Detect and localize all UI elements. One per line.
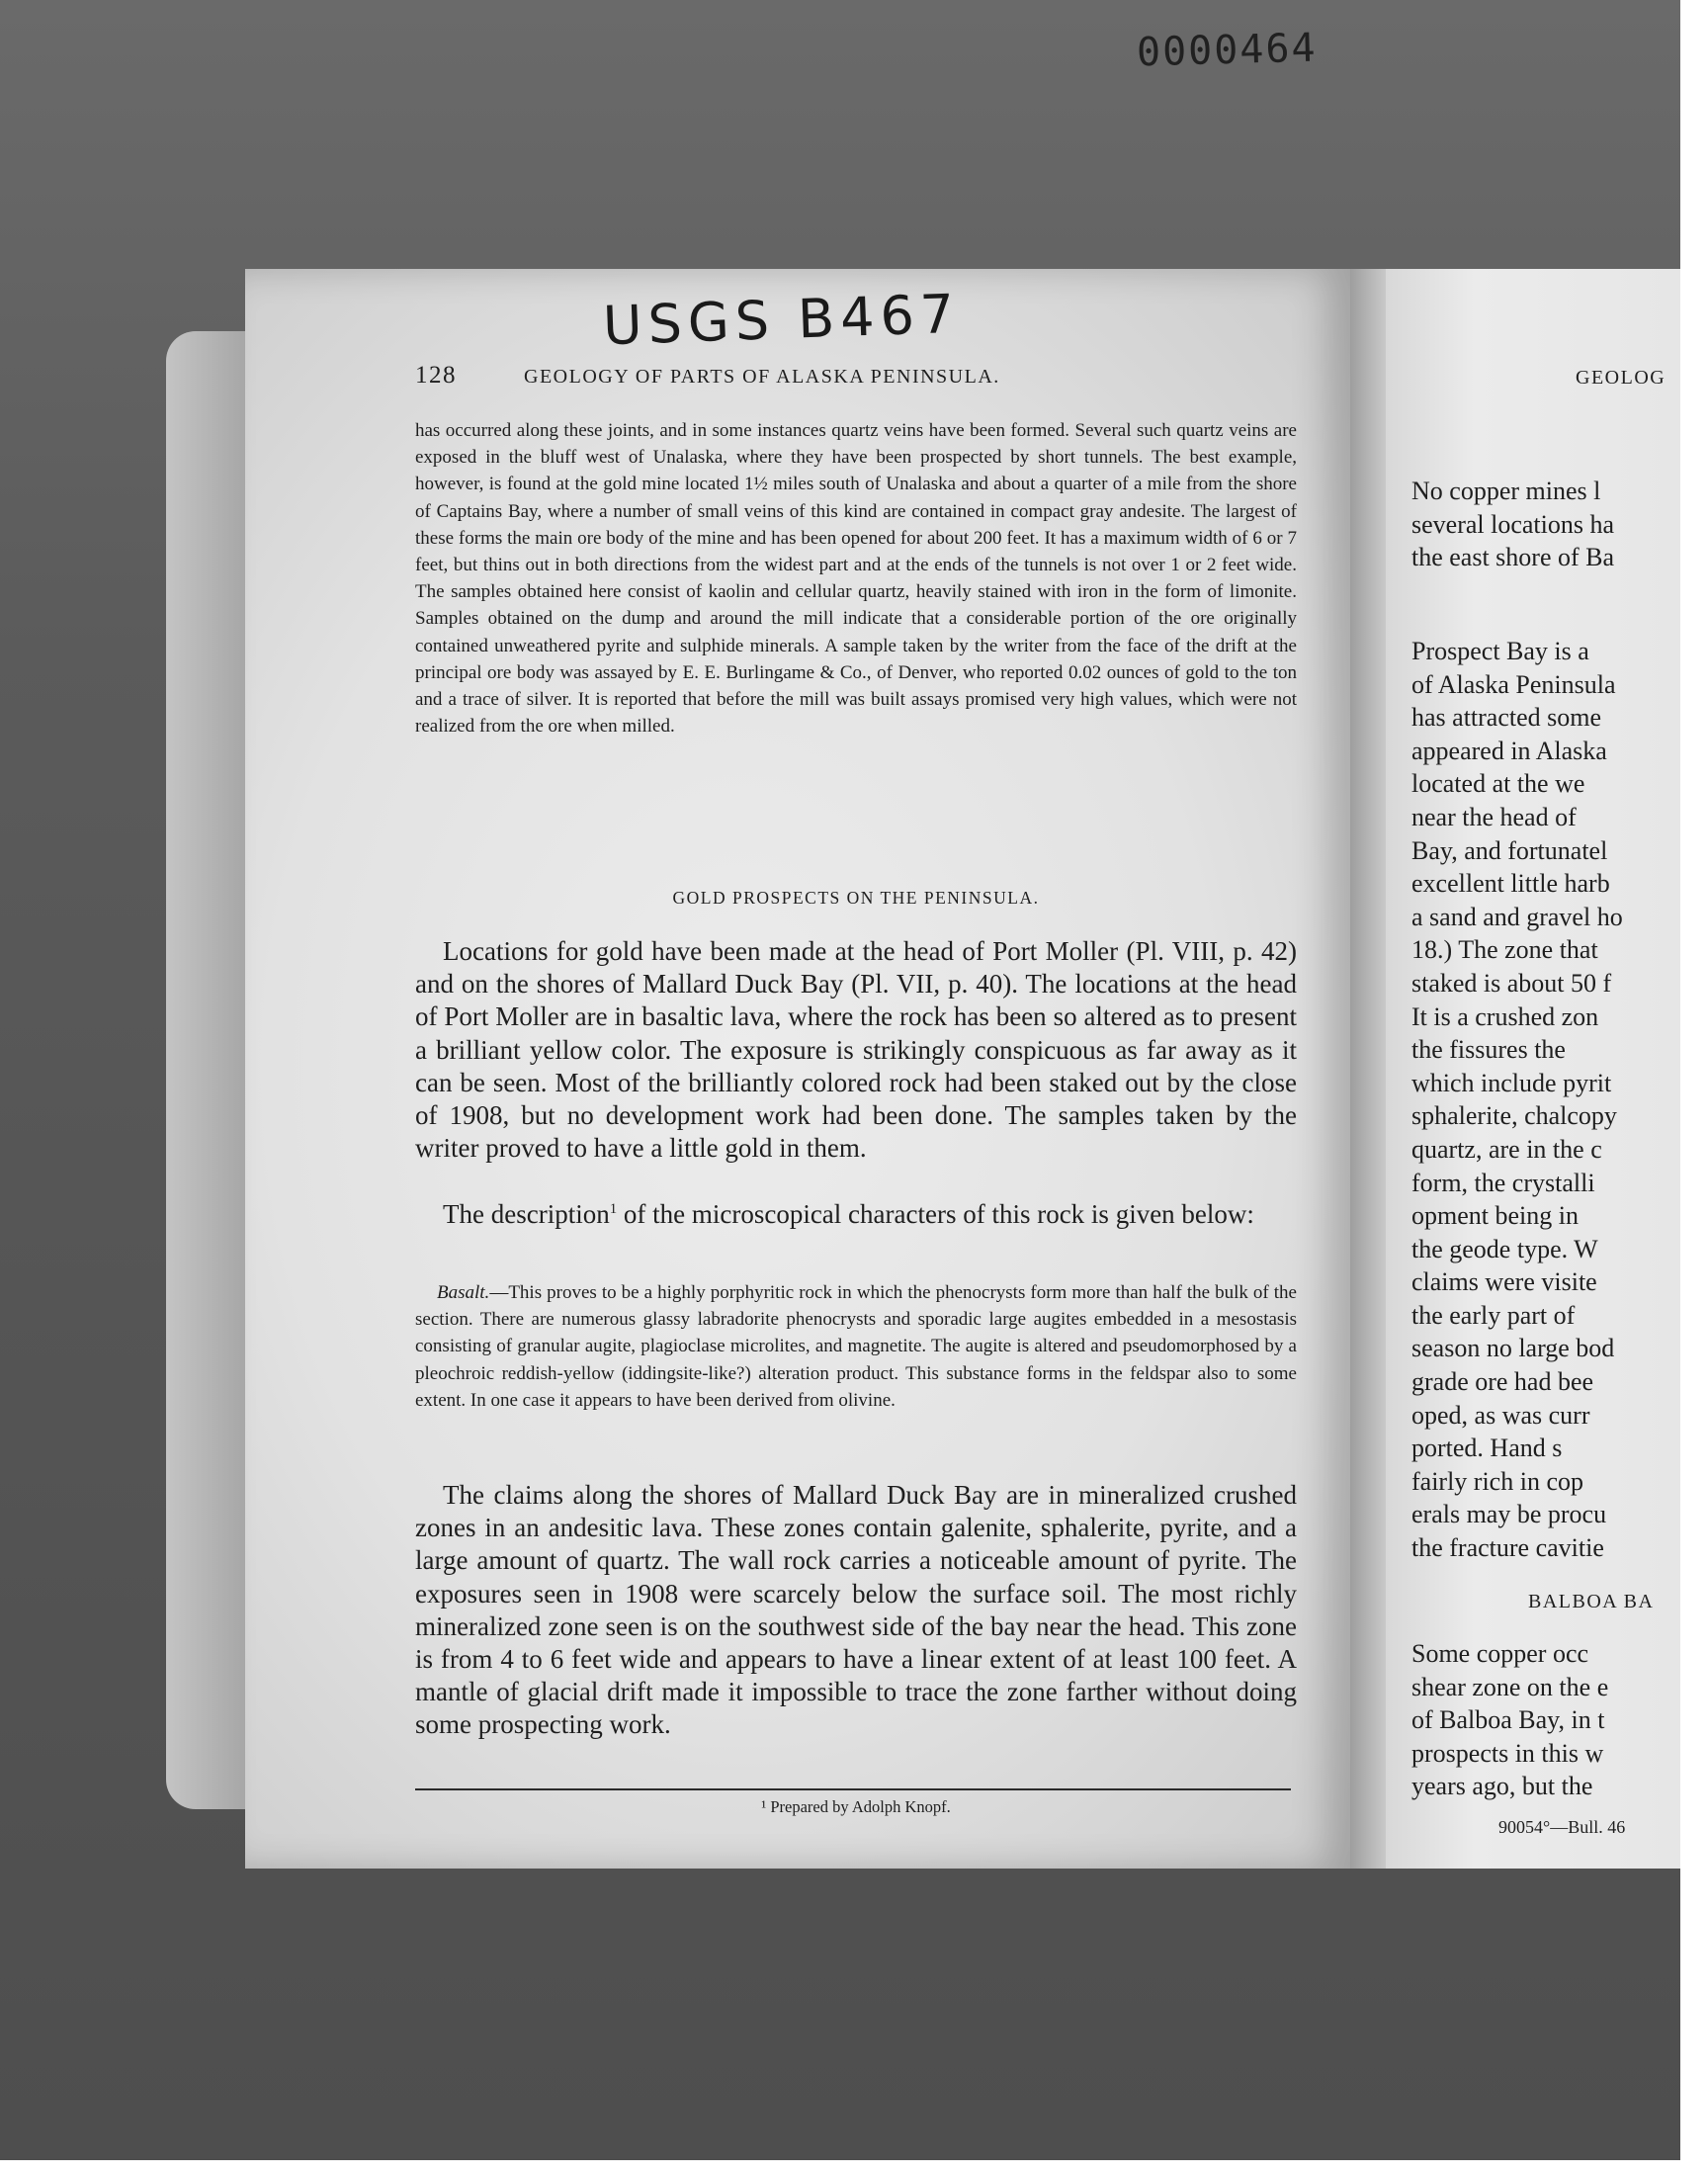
running-title: GEOLOGY OF PARTS OF ALASKA PENINSULA.: [524, 366, 1000, 388]
footnote-mark: 1: [609, 1201, 618, 1217]
right-line: near the head of: [1411, 802, 1577, 831]
basalt-text: —This proves to be a highly porphyritic rock in which the phenocrysts form more than half the bulk of the section. There are numerous glassy labradorite phenocrysts and sporadic large augites embedded in a mesostasis consisting of granular augite, plagioclase microlites, and magnetite. The augite is altered and pseudomorphosed by a pleochroic reddish-yellow (iddingsite-like?) alteration product. This substance forms in the feldspar also to some extent. In one case it appears to have been derived from olivine.: [415, 1282, 1297, 1411]
right-line: It is a crushed zon: [1411, 1001, 1599, 1031]
right-line: No copper mines l: [1411, 477, 1601, 505]
paragraph-continued: has occurred along these joints, and in some instances quartz veins have been formed. Several such quartz veins are exposed in the bluff west of Unalaska, where they have been prospected by short tunnels. The best example, however, is found at the gold mine located 1½ miles south of Unalaska and about a quarter of a mile from the shore of Captains Bay, where a number of small veins of this kind are contained in compact gray andesite. The largest of these forms the main ore body of the mine and has been opened for about 200 feet. It has a maximum width of 6 or 7 feet, but thins out in both directions from the widest part and at the ends of the tunnels is not over 1 or 2 feet wide. The samples obtained here consist of kaolin and cellular quartz, heavily stained with iron in the form of limonite. Samples obtained on the dump and around the mill indicate that a considerable portion of the ore originally contained unweathered pyrite and sulphide minerals. A sample taken by the writer from the face of the drift at the principal ore body was assayed by E. E. Burlingame & Co., of Denver, who reported 0.02 ounces of gold to the ton and a trace of silver. It is reported that before the mill was built assays promised very high values, which were not realized from the ore when milled.: [415, 420, 1297, 738]
basalt-note: [415, 1279, 1297, 1414]
right-line: which include pyrit: [1411, 1068, 1612, 1097]
right-line: the fracture cavitie: [1411, 1533, 1604, 1563]
right-line: the fissures the: [1411, 1035, 1566, 1065]
section-heading: GOLD PROSPECTS ON THE PENINSULA.: [672, 888, 1040, 908]
right-line: 18.) The zone that: [1411, 935, 1598, 965]
right-line: Bay, and fortunatel: [1411, 835, 1608, 865]
paragraph-gold-locations: Locations for gold have been made at the head of Port Moller (Pl. VIII, p. 42) and on the shores of Mallard Duck Bay (Pl. VII, p. 40). The locations at the head of Port Moller are in basaltic lava, where the rock has been so altered as to present a brilliant yellow color. The exposure is strikingly conspicuous as far away as it can be seen. Most of the brilliantly colored rock had been staked out by the close of 1908, but no development work had been done. The samples taken by the writer proved to have a little gold in them.: [415, 936, 1297, 1164]
right-line: fairly rich in cop: [1411, 1466, 1583, 1496]
right-line: of Alaska Peninsula: [1411, 669, 1616, 699]
paragraph-description: [415, 1198, 1297, 1231]
right-line: grade ore had bee: [1411, 1367, 1594, 1397]
right-line: the east shore of Ba: [1411, 543, 1615, 572]
right-block-b: [1411, 635, 1708, 1565]
right-line: quartz, are in the c: [1411, 1134, 1602, 1164]
right-line: Some copper occ: [1411, 1639, 1589, 1668]
right-line: Prospect Bay is a: [1411, 637, 1589, 665]
paragraph-mallard-duck-bay: The claims along the shores of Mallard Duck Bay are in mineralized crushed zones in an andesitic lava. These zones contain galenite, sphalerite, pyrite, and a large amount of quartz. The wall rock carries a noticeable amount of pyrite. The exposures seen in 1908 were scarcely below the surface soil. The most richly mineralized zone seen is on the southwest side of the bay near the head. This zone is from 4 to 6 feet wide and appears to have a linear extent of at least 100 feet. A mantle of glacial drift made it impossible to trace the zone farther without doing some prospecting work.: [415, 1480, 1297, 1740]
right-running-head: GEOLOG: [1576, 367, 1666, 389]
right-line: several locations ha: [1411, 509, 1615, 539]
right-line: excellent little harb: [1411, 869, 1610, 899]
description-text-b: of the microscopical characters of this rock is given below:: [617, 1199, 1254, 1229]
right-line: appeared in Alaska: [1411, 736, 1607, 765]
basalt-label: Basalt.: [437, 1282, 490, 1303]
book-gutter: [1350, 269, 1386, 1869]
description-text-a: The description: [443, 1199, 610, 1229]
right-line: form, the crystalli: [1411, 1168, 1595, 1197]
right-line: years ago, but the: [1411, 1772, 1593, 1801]
right-block-c: [1411, 1637, 1708, 1803]
right-block-a: [1411, 475, 1708, 574]
right-bottom-note: 90054°—Bull. 46: [1498, 1817, 1626, 1837]
right-line: opment being in: [1411, 1201, 1579, 1231]
running-head: [415, 362, 1295, 390]
right-section-heading: BALBOA BA: [1528, 1591, 1655, 1612]
page-number: 128: [415, 362, 457, 389]
handwritten-label: USGS B467: [602, 282, 962, 358]
right-line: a sand and gravel ho: [1411, 902, 1623, 931]
right-line: the geode type. W: [1411, 1234, 1598, 1263]
right-line: located at the we: [1411, 769, 1585, 799]
right-line: sphalerite, chalcopy: [1411, 1101, 1617, 1131]
right-line: shear zone on the e: [1411, 1672, 1609, 1701]
right-line: season no large bod: [1411, 1334, 1615, 1363]
footnote: ¹ Prepared by Adolph Knopf.: [761, 1797, 951, 1816]
archive-number: 0000464: [1136, 25, 1319, 76]
right-line: claims were visite: [1411, 1267, 1597, 1297]
right-line: staked is about 50 f: [1411, 968, 1612, 998]
right-line: has attracted some: [1411, 703, 1602, 733]
right-line: erals may be procu: [1411, 1500, 1607, 1529]
footnote-rule: [415, 1788, 1291, 1790]
right-line: the early part of: [1411, 1300, 1576, 1330]
right-line: ported. Hand s: [1411, 1434, 1563, 1463]
right-line: of Balboa Bay, in t: [1411, 1705, 1605, 1735]
right-line: prospects in this w: [1411, 1738, 1604, 1768]
right-line: oped, as was curr: [1411, 1400, 1590, 1430]
